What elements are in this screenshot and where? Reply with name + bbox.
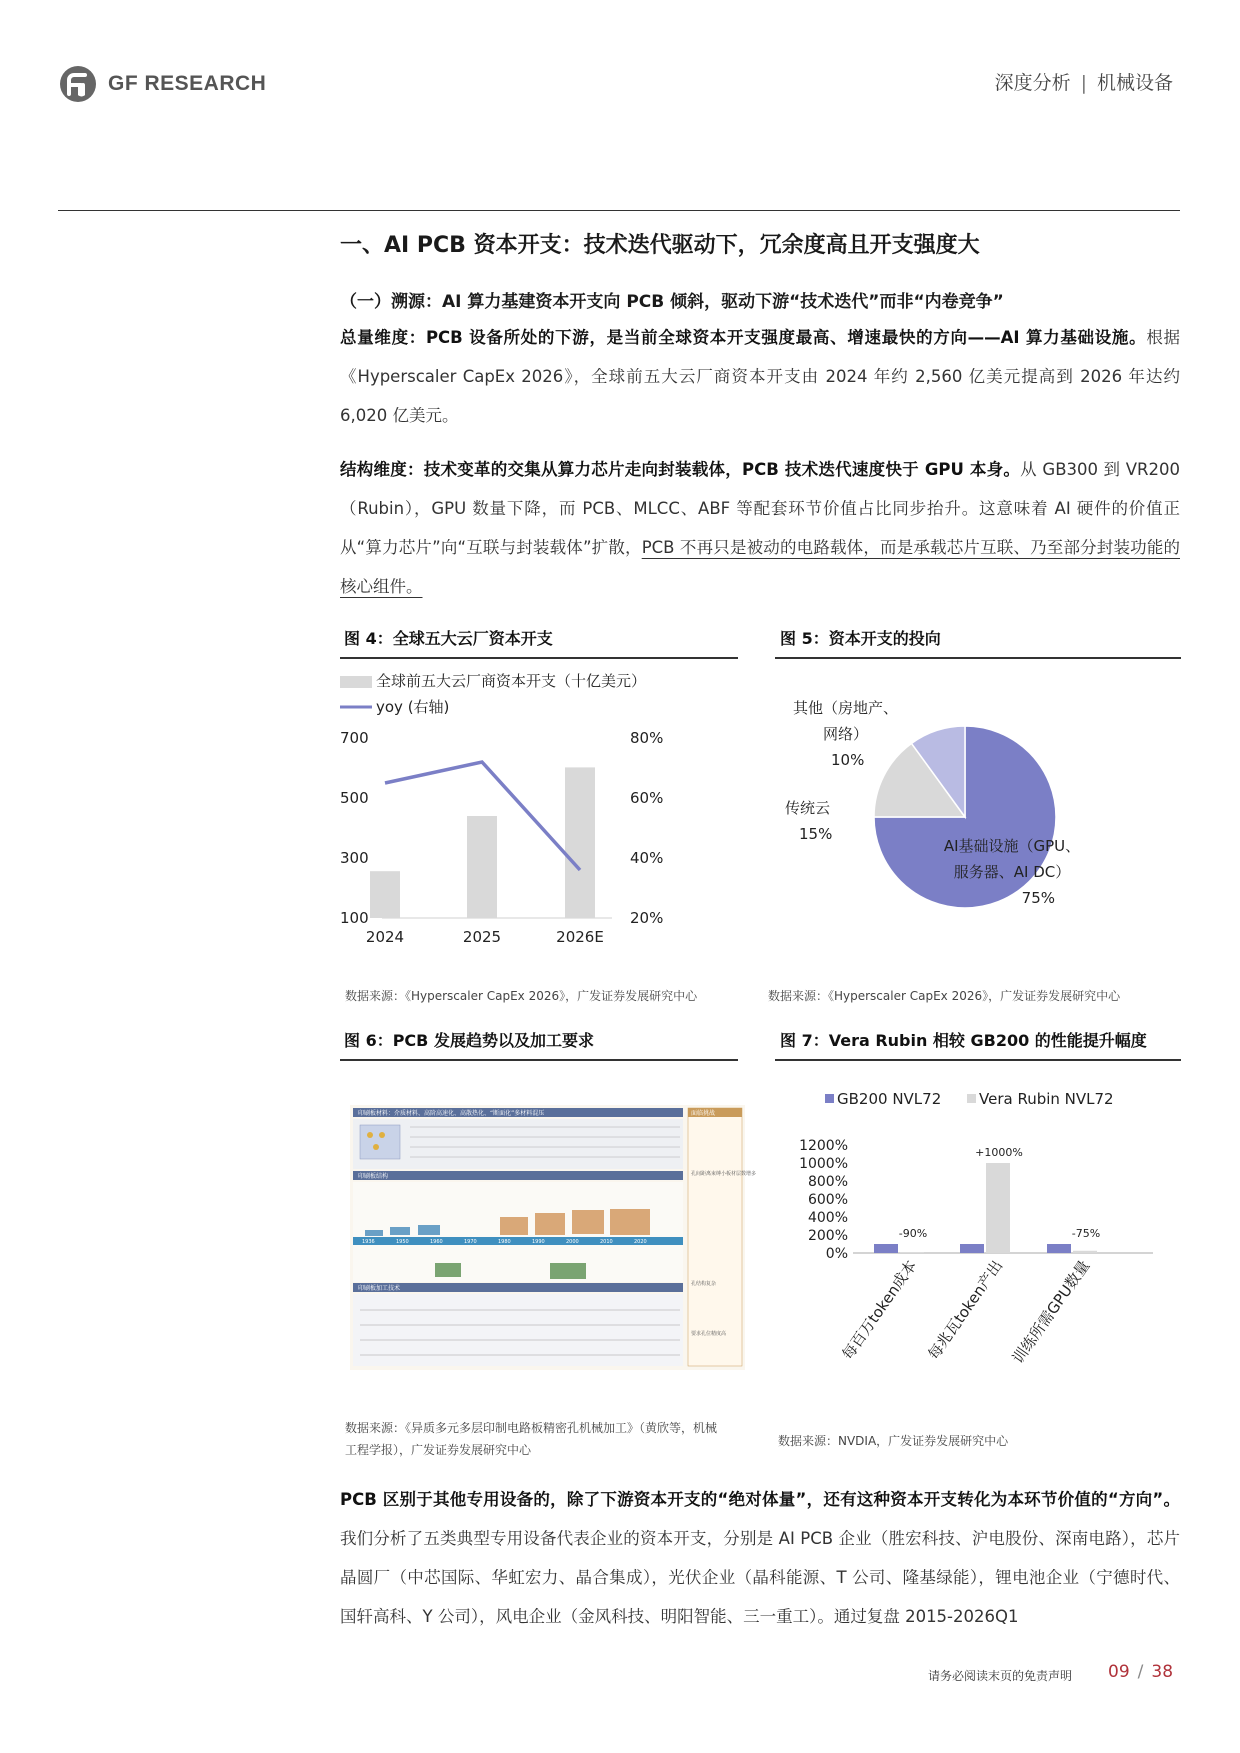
bar [565, 767, 595, 918]
figure-6-rule [340, 1059, 738, 1061]
fig6-side-note-2: 孔结构复杂 [691, 1281, 717, 1287]
figure-5-source: 数据来源：《Hyperscaler CapEx 2026》，广发证券发展研究中心 [768, 989, 1121, 1003]
legend-label-bar: 全球前五大云厂商资本开支（十亿美元） [376, 672, 647, 690]
fig6-timeline [362, 1239, 647, 1245]
paragraph-structure [340, 450, 1180, 606]
figure-6-source-line-1: 数据来源：《异质多元多层印制电路板精密孔机械加工》（黄欣等，机械 [345, 1421, 718, 1435]
bar-gb200 [1047, 1244, 1071, 1253]
figure-6-source [345, 1417, 717, 1461]
pie-label-traditional: 传统云 [785, 799, 831, 817]
pie-label-ai: AI基础设施（GPU、 [943, 837, 1081, 855]
paragraph-direction [340, 1480, 1180, 1636]
svg-text:1950: 1950 [396, 1239, 409, 1245]
bar-rubin [900, 1252, 924, 1253]
paragraph-underlined: PCB 不再只是被动的电路载体，而是承载芯片互联、乃至部分封装功能的核心组件。 [340, 538, 1180, 596]
y-tick-left: 700 [340, 729, 369, 747]
figure-4-rule [340, 657, 738, 659]
y-tick-right: 20% [630, 909, 664, 927]
x-tick-label: 2025 [462, 928, 502, 946]
y-tick-right: 80% [630, 729, 664, 747]
paragraph-body: 我们分析了五类典型专用设备代表企业的资本开支，分别是 AI PCB 企业（胜宏科技、沪电股份、深南电路），芯片晶圆厂（中芯国际、华虹宏力、晶合集成），光伏企业（晶科能源、T 公司、隆基绿能），锂电池企业（宁德时代、国轩高科、Y 公司），风电企业（金风科技、明阳智能、三一重工）。通过复盘 2015-2026Q1 [340, 1529, 1180, 1626]
svg-text:2010: 2010 [600, 1239, 613, 1245]
brand-name: GF RESEARCH [108, 72, 267, 95]
brand-logo [58, 64, 266, 104]
figure-4-title: 图 4：全球五大云厂资本开支 [344, 629, 553, 648]
page-separator: / [1137, 1662, 1144, 1682]
figure-5-rule [775, 657, 1181, 659]
header-category [995, 68, 1173, 95]
section-subtitle: （一）溯源：AI 算力基建资本开支向 PCB 倾斜，驱动下游“技术迭代”而非“内卷竞争” [340, 292, 1004, 312]
paragraph-lead: 总量维度：PCB 设备所处的下游，是当前全球资本开支强度最高、增速最快的方向——AI 算力基础设施。 [340, 328, 1147, 347]
report-sector: 机械设备 [1096, 72, 1173, 94]
y-tick: 1000% [799, 1156, 848, 1172]
svg-text:1970: 1970 [464, 1239, 477, 1245]
current-page: 09 [1108, 1662, 1130, 1682]
x-tick-label: 每兆瓦token产出 [924, 1256, 1007, 1364]
data-label: -75% [1071, 1227, 1101, 1240]
paragraph-lead: PCB 区别于其他专用设备的，除了下游资本开支的“绝对体量”，还有这种资本开支转化为本环节价值的“方向”。 [340, 1490, 1180, 1509]
bar [370, 871, 400, 918]
footer-disclaimer: 请务必阅读末页的免责声明 [928, 1669, 1073, 1683]
figure-4-chart [340, 665, 740, 975]
figure-5-title: 图 5：资本开支的投向 [780, 629, 941, 648]
y-tick: 400% [807, 1210, 848, 1226]
bar-gb200 [874, 1244, 898, 1253]
y-tick: 800% [807, 1174, 848, 1190]
figure-4-source: 数据来源：《Hyperscaler CapEx 2026》，广发证券发展研究中心 [345, 989, 698, 1003]
paragraph-total [340, 318, 1180, 435]
x-tick-label: 2024 [365, 928, 405, 946]
fig6-side-title: 面临挑战 [691, 1110, 716, 1117]
report-type: 深度分析 [994, 72, 1071, 94]
data-label: +1000% [975, 1146, 1023, 1159]
pie-pct-traditional: 15% [799, 825, 833, 843]
pie-pct-other: 10% [831, 751, 865, 769]
svg-text:1960: 1960 [430, 1239, 443, 1245]
y-tick-right: 60% [630, 789, 664, 807]
section-title: 一、AI PCB 资本开支：技术迭代驱动下，冗余度高且开支强度大 [340, 233, 980, 258]
figure-7-title: 图 7：Vera Rubin 相较 GB200 的性能提升幅度 [780, 1031, 1147, 1050]
figure-5-chart [775, 665, 1181, 975]
y-tick: 200% [807, 1228, 848, 1244]
paragraph-lead: 结构维度：技术变革的交集从算力芯片走向封装载体，PCB 技术迭代速度快于 GPU 本身。 [340, 460, 1021, 479]
figure-6-source-line-2: 工程学报），广发证券发展研究中心 [345, 1443, 532, 1457]
legend-swatch-gb200 [825, 1094, 834, 1103]
legend-label-gb200: GB200 NVL72 [837, 1090, 942, 1108]
legend-swatch-bar [340, 676, 372, 688]
page-number [1108, 1662, 1173, 1682]
x-tick-label: 每百万token成本 [838, 1256, 921, 1364]
legend-label-rubin: Vera Rubin NVL72 [979, 1090, 1114, 1108]
legend-label-line: yoy (右轴) [376, 698, 450, 716]
svg-text:1990: 1990 [532, 1239, 545, 1245]
fig6-row-process: 印刷板加工技术 [358, 1285, 401, 1292]
svg-text:2020: 2020 [634, 1239, 647, 1245]
svg-text:1980: 1980 [498, 1239, 511, 1245]
fig6-row-material: 印刷板材料：介质材料、高阶高速化、高散热化、“断面化”多材料混压 [358, 1110, 545, 1117]
figure-7-chart [775, 1067, 1181, 1397]
process-band [353, 1283, 683, 1292]
data-label: -90% [898, 1227, 928, 1240]
y-tick-left: 500 [340, 789, 369, 807]
bar-rubin [1073, 1251, 1097, 1253]
fig6-side-note-3: 要求孔位精度高 [691, 1331, 727, 1337]
total-pages: 38 [1151, 1662, 1174, 1682]
gf-logo-icon [58, 64, 98, 104]
figure-7-rule [775, 1059, 1181, 1061]
fig6-row-structure: 印刷板结构 [358, 1173, 389, 1180]
header-separator: | [1080, 72, 1087, 94]
bar-gb200 [960, 1244, 984, 1253]
x-tick-label: 训练所需GPU数量 [1008, 1256, 1094, 1367]
structure-band [353, 1171, 683, 1180]
pcb-trend-figure [350, 1105, 757, 1370]
pie-label-other: 网络） [823, 725, 869, 743]
y-tick: 600% [807, 1192, 848, 1208]
figure-7-source: 数据来源：NVDIA，广发证券发展研究中心 [778, 1434, 1009, 1448]
figure-6-title: 图 6：PCB 发展趋势以及加工要求 [344, 1031, 594, 1050]
legend-swatch-rubin [967, 1094, 976, 1103]
bar [467, 816, 497, 918]
svg-text:1936: 1936 [362, 1239, 375, 1245]
y-tick-left: 100 [340, 909, 369, 927]
header-rule [58, 210, 1180, 211]
fig6-side-note-1: 孔间距离束缚小板材层数增多 [691, 1171, 757, 1177]
y-tick: 1200% [799, 1138, 848, 1154]
pie-pct-ai: 75% [1021, 889, 1055, 907]
y-tick-left: 300 [340, 849, 369, 867]
svg-text:2000: 2000 [566, 1239, 579, 1245]
x-tick-label: 2026E [556, 928, 604, 946]
y-tick-right: 40% [630, 849, 664, 867]
paragraph-body: 根据《Hyperscaler CapEx 2026》，全球前五大云厂商资本开支由 2024 年约 2,560 亿美元提高到 2026 年达约 6,020 亿美元。 [340, 328, 1181, 425]
y-tick: 0% [825, 1246, 848, 1262]
pie-label-other: 其他（房地产、 [793, 699, 899, 717]
pie-label-ai: 服务器、AI DC） [953, 863, 1071, 881]
bar-rubin [986, 1163, 1010, 1253]
paragraph-body: 从 GB300 到 VR200（Rubin），GPU 数量下降，而 PCB、MLCC、ABF 等配套环节价值占比同步抬升。这意味着 AI 硬件的价值正从“算力芯片”向“互联与封装载体”扩散， [340, 460, 1180, 557]
